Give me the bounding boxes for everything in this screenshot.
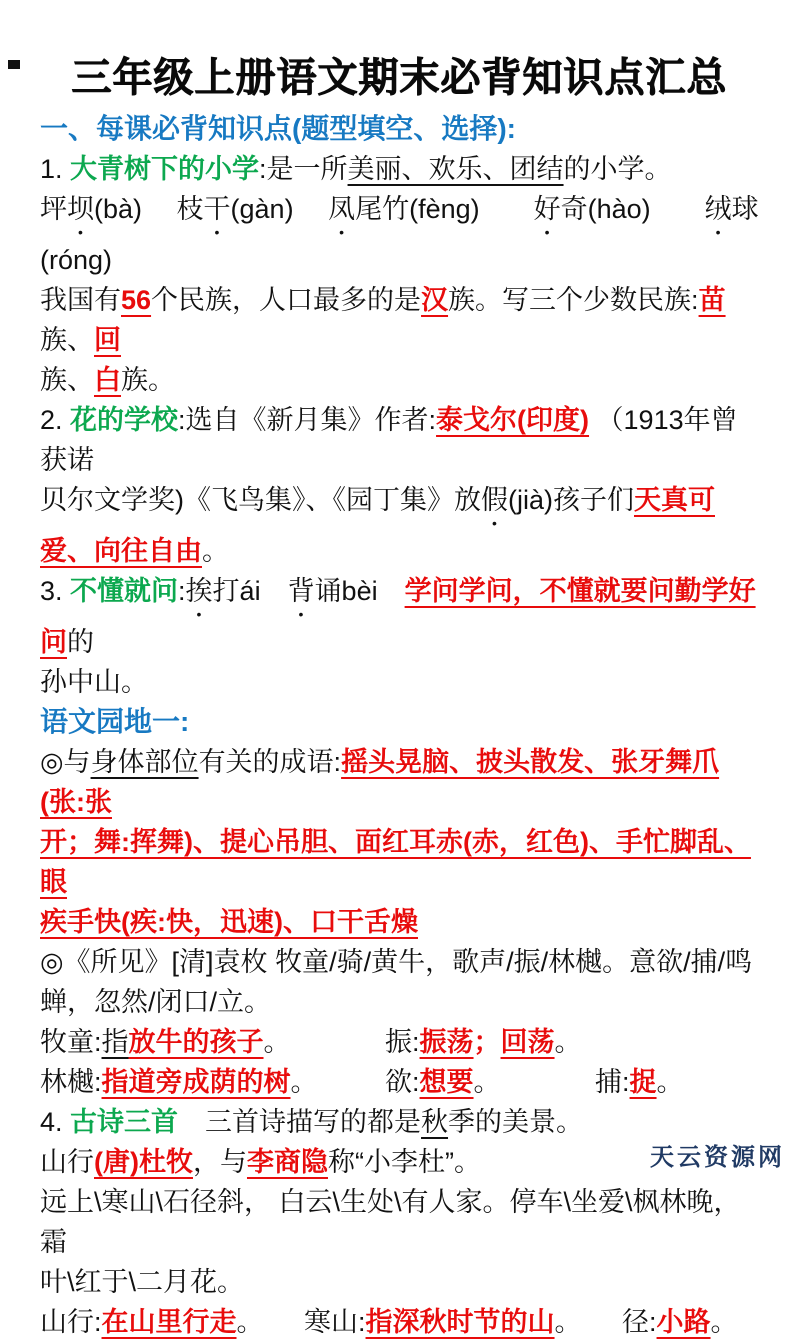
- text-segment: 的: [67, 627, 94, 657]
- text-line: [40, 480, 759, 531]
- text-segment: 56: [121, 285, 152, 315]
- text-line: [40, 1062, 759, 1102]
- text-segment: 指: [101, 1027, 129, 1057]
- text-line: [40, 360, 759, 400]
- text-segment: 凤: [328, 194, 356, 224]
- text-segment: 干: [203, 194, 231, 224]
- text-segment: 。: [473, 1067, 488, 1097]
- section-heading: [40, 109, 759, 149]
- text-segment: 花的学校: [70, 405, 179, 435]
- text-segment: 汉: [421, 285, 449, 315]
- text-segment: :选自《新月集》作者:: [178, 405, 437, 435]
- text-segment: 寒山:: [304, 1307, 366, 1337]
- text-segment: 振荡: [419, 1027, 474, 1057]
- text-segment: 好: [533, 194, 561, 224]
- text-segment: 径:: [622, 1307, 657, 1337]
- text-segment: 孙中山。: [40, 667, 148, 697]
- text-segment: 远上\寒山\石径斜， 白云\生处\有人家。停车\坐爱\枫林晚，霜: [40, 1187, 741, 1257]
- text-segment: ；: [473, 1027, 501, 1057]
- text-segment: 李商隐: [246, 1147, 328, 1177]
- text-segment: 。: [202, 536, 229, 566]
- text-segment: 的小学。: [563, 154, 672, 184]
- text-segment: 古诗三首: [70, 1107, 179, 1137]
- text-line: [40, 1022, 759, 1062]
- text-segment: 绒: [704, 194, 732, 224]
- text-segment: (jià)孩子们: [508, 485, 634, 515]
- text-segment: [568, 1307, 622, 1337]
- text-segment: 个民族，人口最多的是: [151, 285, 422, 315]
- text-segment: 族。写三个少数民族:: [448, 285, 699, 315]
- text-segment: 。: [236, 1307, 251, 1337]
- text-segment: 回荡: [500, 1027, 555, 1057]
- text-segment: 欲:: [385, 1067, 420, 1097]
- page-title: 三年级上册语文期末必背知识点汇总: [71, 56, 728, 100]
- text-segment: 小路: [656, 1307, 711, 1337]
- text-line: [40, 742, 759, 822]
- text-segment: 白: [94, 365, 121, 395]
- text-segment: 假: [481, 485, 508, 515]
- text-segment: 美丽、欢乐、团结: [347, 154, 564, 184]
- text-line: [40, 902, 759, 942]
- text-segment: 语文园地一:: [40, 706, 190, 737]
- text-segment: 打ái: [212, 576, 288, 606]
- text-segment: 苗: [698, 285, 726, 315]
- text-segment: 族、: [40, 365, 94, 395]
- text-line: [40, 822, 759, 902]
- text-segment: （1913年曾获诺: [40, 405, 738, 475]
- text-segment: 指深秋时节的山: [365, 1307, 555, 1337]
- text-line: [40, 1262, 759, 1302]
- text-segment: 捕:: [595, 1067, 630, 1097]
- text-segment: 坝: [67, 194, 94, 224]
- watermark-text: 天云资源网: [650, 1144, 785, 1171]
- text-segment: 。: [656, 1067, 684, 1097]
- text-line: [40, 280, 759, 360]
- text-segment: 称“小李杜”。: [327, 1147, 481, 1177]
- text-segment: 族、: [40, 325, 94, 355]
- text-segment: 指道旁成荫的树: [101, 1067, 291, 1097]
- text-segment: 回: [94, 325, 121, 355]
- text-segment: [304, 1067, 385, 1097]
- text-segment: [277, 1027, 385, 1057]
- text-segment: 开；舞:挥舞)、提心吊胆、面红耳赤(赤，红色)、手忙脚乱、眼: [40, 827, 751, 897]
- text-segment: 1.: [40, 154, 71, 184]
- text-segment: 放牛的孩子: [128, 1027, 264, 1057]
- text-segment: 想要: [419, 1067, 474, 1097]
- text-segment: 爱、向往自由: [40, 536, 202, 566]
- text-line: [40, 400, 759, 480]
- text-segment: (唐)杜牧: [94, 1147, 193, 1177]
- text-segment: 奇(hào): [560, 194, 705, 224]
- text-line: [40, 149, 759, 189]
- text-segment: 有关的成语:: [198, 747, 342, 777]
- text-segment: ◎与: [40, 747, 91, 777]
- text-segment: 牧童:: [40, 1027, 102, 1057]
- text-segment: 季的美景。: [448, 1107, 584, 1137]
- text-segment: 泰戈尔(印度): [436, 405, 590, 435]
- text-line: [40, 1302, 759, 1342]
- text-segment: 。: [263, 1027, 278, 1057]
- text-segment: 坪: [40, 194, 67, 224]
- text-segment: 捉: [629, 1067, 657, 1097]
- text-segment: 山行:: [40, 1307, 102, 1337]
- text-segment: [250, 1307, 304, 1337]
- text-line: [40, 1182, 759, 1262]
- text-line: [40, 571, 759, 662]
- text-segment: 。: [554, 1027, 582, 1057]
- text-segment: 蝉，忽然/闭口/立。: [40, 987, 272, 1017]
- text-segment: 贝尔文学奖)《飞鸟集》、《园丁集》放: [40, 485, 481, 515]
- text-segment: ，与: [192, 1147, 247, 1177]
- text-segment: 球(róng): [40, 194, 759, 275]
- text-segment: 4.: [40, 1107, 71, 1137]
- text-segment: 诵bèi: [314, 576, 405, 606]
- text-segment: 学问学问，不懂就要问勤学好问: [40, 576, 756, 657]
- text-segment: 。: [554, 1307, 569, 1337]
- text-segment: 在山里行走: [101, 1307, 237, 1337]
- text-segment: 叶\红于\二月花。: [40, 1267, 245, 1297]
- section-heading: [40, 702, 759, 742]
- text-segment: 三首诗描写的都是: [178, 1107, 422, 1137]
- text-segment: 3.: [40, 576, 71, 606]
- text-line: [40, 189, 759, 280]
- text-line: [40, 531, 759, 571]
- text-segment: 。: [710, 1307, 738, 1337]
- text-segment: 振:: [385, 1027, 420, 1057]
- text-segment: 我国有: [40, 285, 121, 315]
- text-segment: 山行: [40, 1147, 94, 1177]
- text-segment: ◎《所见》[清]袁枚 牧童/骑/黄牛，歌声/振/林樾。意欲/捕/鸣: [40, 947, 753, 977]
- text-line: [40, 942, 759, 982]
- text-line: [40, 982, 759, 1022]
- text-segment: (gàn): [230, 194, 329, 224]
- text-segment: 天真可: [634, 485, 715, 515]
- text-segment: 林樾:: [40, 1067, 102, 1097]
- text-segment: 尾竹(fèng): [355, 194, 534, 224]
- text-segment: 2.: [40, 405, 71, 435]
- text-line: [40, 1102, 759, 1142]
- text-segment: :是一所: [259, 154, 348, 184]
- text-segment: 一、每课必背知识点(题型填空、选择):: [40, 113, 516, 144]
- text-segment: 摇头晃脑、披头散发、张牙舞爪(张:张: [40, 747, 720, 817]
- text-segment: 疾手快(疾:快，迅速)、口干舌燥: [40, 907, 418, 937]
- text-segment: 。: [290, 1067, 305, 1097]
- text-segment: :: [178, 576, 186, 606]
- text-segment: 身体部位: [90, 747, 199, 777]
- text-segment: 背: [287, 576, 315, 606]
- page-corner-mark: [8, 60, 20, 69]
- text-line: [40, 662, 759, 702]
- text-segment: 挨: [185, 576, 213, 606]
- text-segment: (bà) 枝: [94, 194, 204, 224]
- text-segment: 大青树下的小学: [70, 154, 260, 184]
- text-segment: 秋: [421, 1107, 449, 1137]
- text-segment: 族。: [121, 365, 175, 395]
- text-segment: 不懂就问: [70, 576, 179, 606]
- text-segment: [487, 1067, 595, 1097]
